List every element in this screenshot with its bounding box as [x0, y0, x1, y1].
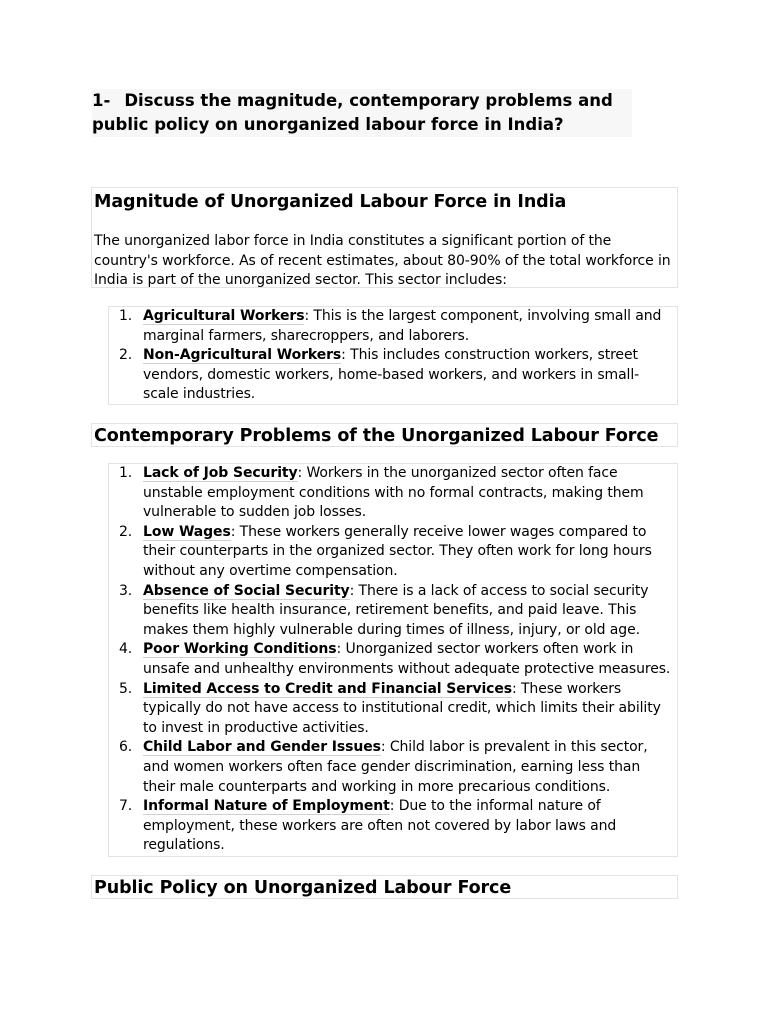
list-item: 4. Poor Working Conditions: Unorganized sector workers often work in unsafe and unhealthy environments without adequate protective measures. [119, 641, 671, 677]
list-item: 5. Limited Access to Credit and Financial Services: These workers typically do not have access to institutional credit, which limits their ability to invest in productive activities. [119, 680, 661, 736]
list-item: 6. Child Labor and Gender Issues: Child labor is prevalent in this sector, and women workers often face gender discrimination, earning less than their male counterparts and working in more precarious conditions. [119, 739, 648, 795]
list-item: 7. Informal Nature of Employment: Due to the informal nature of employment, these workers are often not covered by labor laws and regulations. [119, 798, 617, 854]
list-item: 1. Lack of Job Security: Workers in the unorganized sector often face unstable employment conditions with no formal contracts, making them vulnerable to sudden job losses. [119, 465, 644, 521]
magnitude-list-box [108, 306, 678, 405]
problems-list [113, 464, 673, 856]
problems-list-box [108, 463, 678, 857]
question-number: 1- [92, 91, 111, 110]
policy-heading-box [91, 875, 678, 899]
list-item: 2. Non-Agricultural Workers: This includes construction workers, street vendors, domestic workers, home-based workers, and workers in small-scale industries. [119, 347, 640, 403]
question-text: Discuss the magnitude, contemporary problems and public policy on unorganized labour force in India? [92, 91, 613, 134]
question-title [92, 89, 632, 137]
list-item: 1. Agricultural Workers: This is the largest component, involving small and marginal farmers, sharecroppers, and laborers. [119, 308, 662, 344]
magnitude-section [91, 187, 678, 288]
policy-heading: Public Policy on Unorganized Labour Force [94, 878, 512, 898]
problems-heading-box [91, 423, 678, 447]
magnitude-paragraph: The unorganized labor force in India constitutes a significant portion of the country's workforce. As of recent estimates, about 80-90% of the total workforce in India is part of the unorganized sector. This sector includes: [94, 233, 671, 289]
list-item: 3. Absence of Social Security: There is a lack of access to social security benefits like health insurance, retirement benefits, and paid leave. This makes them highly vulnerable during times of illness, injury, or old age. [119, 582, 649, 638]
list-item: 2. Low Wages: These workers generally receive lower wages compared to their counterparts in the organized sector. They often work for long hours without any overtime compensation. [119, 523, 652, 579]
magnitude-heading: Magnitude of Unorganized Labour Force in India [94, 192, 567, 212]
magnitude-list [113, 307, 673, 405]
problems-heading: Contemporary Problems of the Unorganized Labour Force [94, 426, 659, 446]
